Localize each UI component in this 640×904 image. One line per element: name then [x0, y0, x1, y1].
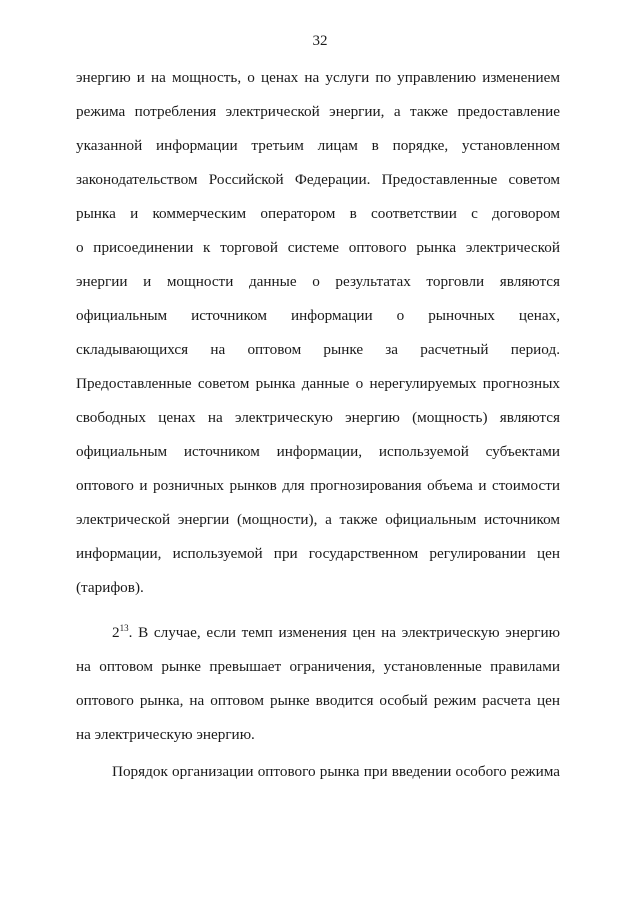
text-line: рынка и коммерческим оператором в соответствии с договором [76, 205, 560, 222]
text-line: энергию и на мощность, о ценах на услуги по управлению изменением [76, 69, 560, 86]
paragraph-2 [76, 623, 560, 759]
text-line: указанной информации третьим лицам в порядке, установленном [76, 137, 560, 154]
paragraph-1 [76, 68, 560, 612]
page-number: 32 [312, 33, 328, 49]
text-line: оптового рынка, на оптовом рынке вводится особый режим расчета цен [76, 692, 560, 709]
text-line: официальным источником информации, используемой субъектами [76, 443, 560, 460]
text-line: официальным источником информации о рыночных ценах, [76, 307, 560, 324]
text-line: о присоединении к торговой системе оптового рынка электрической [76, 239, 560, 256]
text-line: электрической энергии (мощности), а также официальным источником [76, 511, 560, 528]
text-line: режима потребления электрической энергии, а также предоставление [76, 103, 560, 120]
text-line: законодательством Российской Федерации. Предоставленные советом [76, 171, 560, 188]
text-line: (тарифов). [76, 579, 144, 596]
text-line: Предоставленные советом рынка данные о нерегулируемых прогнозных [76, 375, 560, 392]
clause-number: 2 [112, 624, 120, 641]
text-line: оптового и розничных рынков для прогнозирования объема и стоимости [76, 477, 560, 494]
text-line: энергии и мощности данные о результатах торговли являются [76, 273, 560, 290]
text-line-rest: . В случае, если темп изменения цен на электрическую энергию [128, 624, 560, 641]
clause-number-superscript: 13 [119, 623, 129, 633]
text-line: складывающихся на оптовом рынке за расчетный период. [76, 341, 560, 358]
text-line: Порядок организации оптового рынка при введении особого режима [112, 763, 560, 780]
text-line: информации, используемой при государственном регулировании цен [76, 545, 560, 562]
paragraph-3 [76, 762, 560, 796]
text-line: на оптовом рынке превышает ограничения, установленные правилами [76, 658, 560, 675]
text-line: свободных ценах на электрическую энергию (мощность) являются [76, 409, 560, 426]
paragraph-2-first-line [76, 623, 560, 657]
text-line: на электрическую энергию. [76, 726, 255, 743]
